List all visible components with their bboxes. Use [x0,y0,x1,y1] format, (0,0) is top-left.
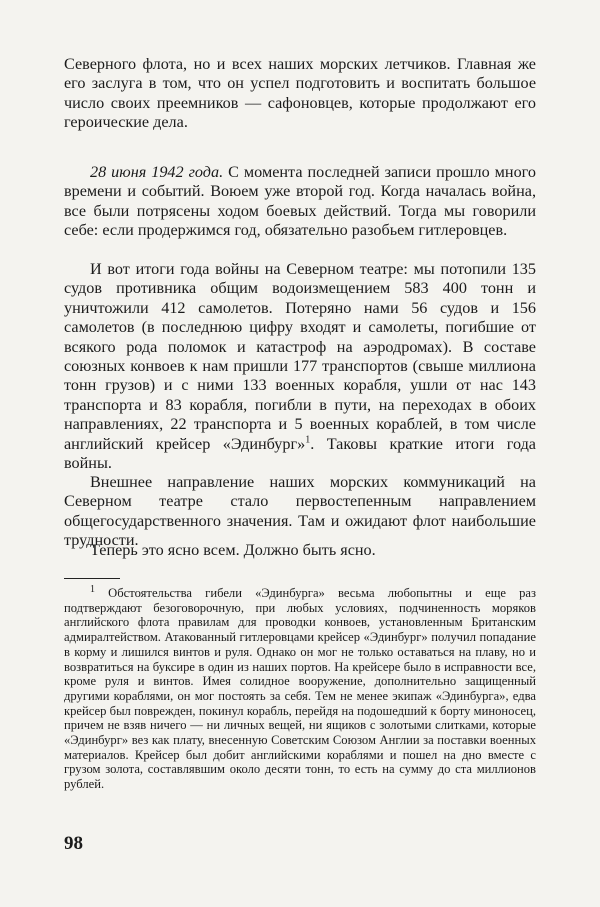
footnote [64,583,536,792]
diary-entry-paragraph [64,163,536,241]
footnote-divider [64,578,120,579]
closing-paragraph: Теперь это ясно всем. Должно быть ясно. [90,541,376,559]
continuation-paragraph: Северного флота, но и всех наших морских летчиков. Главная же его заслуга в том, что он успел подготовить и воспитать большое число своих преемников — сафоновцев, которые продолжают его героические дела. [64,55,536,132]
entry-text: С момента последней записи прошло много времени и событий. Воюем уже второй год. Когда началась война, все были потрясены ходом боевых действий. Тогда мы говорили себе: если продержимся год, обязательно разобьем гитлеровцев. [64,163,536,240]
results-text: И вот итоги года войны на Северном театре: мы потопили 135 судов противника общим водоизмещением 583 400 тонн и уничтожили 412 самолетов. Потеряно нами 56 судов и 156 самолетов (в последнюю цифру входят и самолеты, погибшие от всякого рода поломок и катастроф на аэродромах). В составе союзных конвоев к нам пришли 177 транспортов (свыше миллиона тонн грузов) и с ними 133 военных корабля, ушли от нас 143 транспорта и 83 корабля, погибли в пути, на переходах в обоих направлениях, 22 транспорта и 5 военных кораблей, в том числе английский крейсер «Эдинбург» [64,260,536,453]
results-paragraph [64,260,536,473]
page-number: 98 [64,833,83,854]
entry-date: 28 июня 1942 года. [90,163,224,181]
results-tail: . Таковы краткие итоги года войны. [64,434,536,473]
footnote-text: Обстоятельства гибели «Эдинбурга» весьма любопытны и еще раз подтверждают безоговорочную, при любых условиях, подчиненность моряков английского флота правилам для проводки конвоев, установленным Британским адмиралтейством. Атакованный гитлеровцами крейсер «Эдинбург» получил попадание в корму и лишился винтов и руля. Однако он мог не только оставаться на плаву, но и возвратиться на буксире в один из наших портов. На крейсере было в исправности все, кроме руля и винтов. Имея солидное вооружение, дополнительно защищенный другими кораблями, он мог постоять за себя. Тем не менее экипаж «Эдинбурга», едва крейсер был поврежден, покинул корабль, перейдя на подошедший к борту миноносец, причем не взяв ничего — ни личных вещей, ни ящиков с золотыми слитками, которые «Эдинбург» вез как плату, внесенную Советским Союзом Англии за поставки военных материалов. Крейсер был добит английскими кораблями и пошел на дно вместе с грузом золота, составлявшим около десяти тонн, то есть на сумму до ста миллионов рублей. [64,586,536,792]
footnote-mark: 1 [90,583,95,595]
footnote-reference[interactable]: 1 [305,434,311,446]
communications-paragraph: Внешнее направление наших морских коммуникаций на Северном театре стало первостепенным направлением общегосударственного значения. Там и ожидают флот наибольшие трудности. [64,473,536,550]
